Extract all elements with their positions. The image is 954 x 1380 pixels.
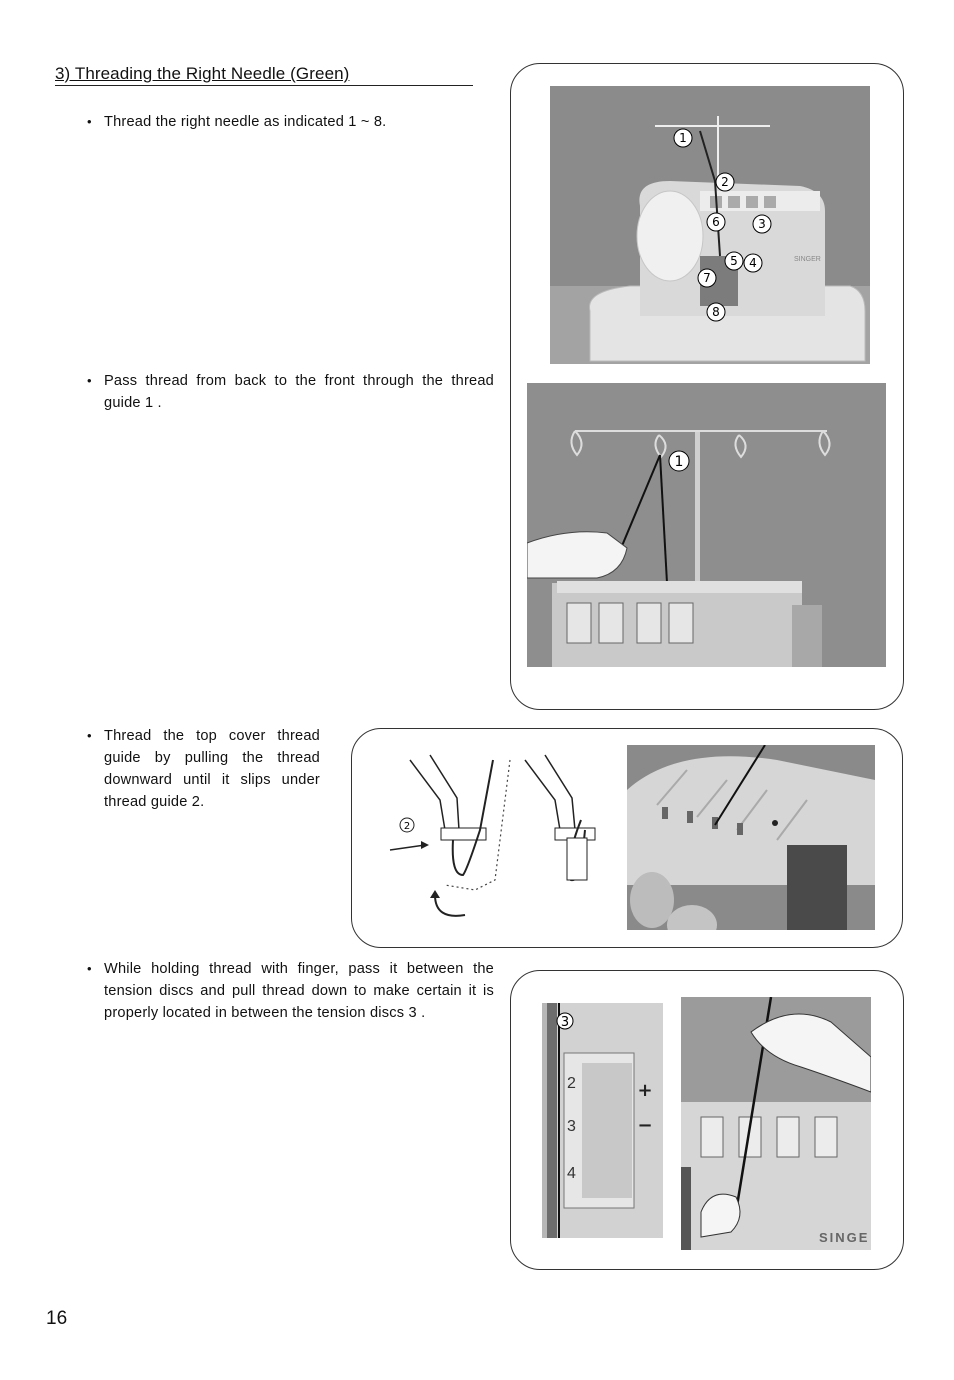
overview-brand: SINGER: [794, 256, 821, 263]
step-3-text: • Thread the top cover thread guide by pulling the thread downward until it slips under thread guide 2.: [87, 728, 320, 810]
tension-hand-photo: [681, 997, 871, 1250]
overview-label-7: 7: [703, 271, 711, 285]
overview-label-5: 5: [730, 254, 738, 268]
tension-label-3: 3: [560, 1015, 570, 1030]
dial-number-2: 2: [567, 1075, 576, 1092]
thread-stand-photo: [527, 383, 886, 667]
dial-minus-sign: −: [637, 1115, 653, 1136]
guide-label-1: 1: [674, 454, 684, 470]
cover-guide-label-2: 2: [403, 821, 411, 832]
machine-brand-partial: SINGE: [819, 1230, 870, 1245]
page-title: 3) Threading the Right Needle (Green): [55, 64, 473, 86]
overview-photo: [550, 86, 870, 364]
page-number: 16: [46, 1308, 68, 1329]
overview-label-8: 8: [712, 305, 720, 319]
tension-dial-photo: [542, 1003, 663, 1238]
overview-label-6: 6: [712, 215, 720, 229]
cover-guide-photo: [627, 745, 875, 930]
dial-number-4: 4: [567, 1165, 576, 1182]
step-2-text: • Pass thread from back to the front through the thread guide 1 .: [87, 373, 494, 411]
overview-label-1: 1: [679, 131, 687, 145]
overview-label-3: 3: [758, 217, 766, 231]
dial-plus-sign: +: [637, 1080, 653, 1101]
cover-guide-diagram: [385, 750, 610, 930]
dial-number-3: 3: [567, 1118, 576, 1135]
step-4-text: • While holding thread with finger, pass it between the tension discs and pull thread down to make certain it is properly located in between the tension discs 3 .: [87, 961, 494, 1021]
step-1-text: • Thread the right needle as indicated 1 ~ 8.: [87, 114, 387, 130]
overview-label-4: 4: [749, 256, 757, 270]
overview-label-2: 2: [721, 175, 729, 189]
